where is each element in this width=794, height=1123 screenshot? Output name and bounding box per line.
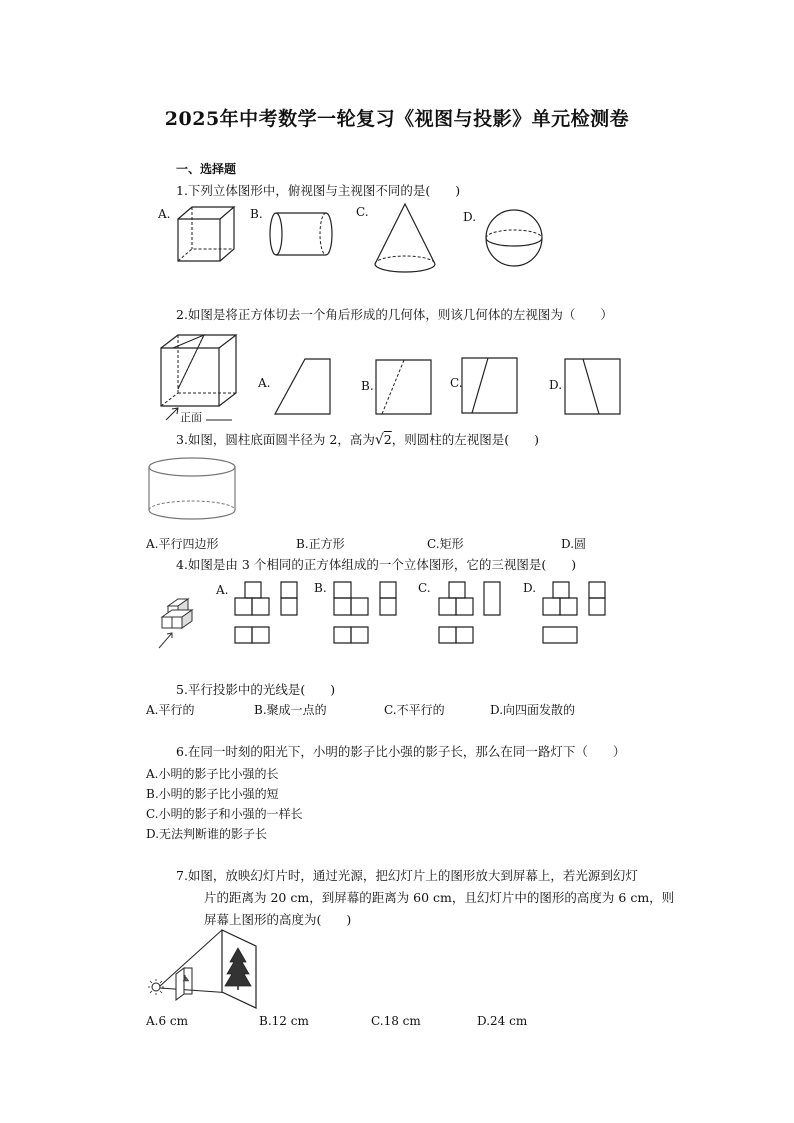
- q7-option-a: A.6 cm: [146, 1014, 189, 1028]
- q5-option-b: B.聚成一点的: [254, 703, 327, 717]
- q7-option-c: C.18 cm: [371, 1014, 421, 1028]
- q1-cube-figure: [176, 205, 238, 263]
- q1-option-b-label: B.: [250, 207, 263, 221]
- question-1-text: 1.下列立体图形中，俯视图与主视图不同的是( ): [176, 183, 461, 198]
- q4-option-d-label: D.: [523, 581, 537, 595]
- q2-option-c-figure: [460, 356, 520, 416]
- question-3-text: [176, 430, 539, 448]
- q5-option-c: C.不平行的: [384, 703, 445, 717]
- q7-projector-figure: [146, 924, 266, 1014]
- q3-radicand: 2: [383, 432, 392, 447]
- question-7-line-3: 屏幕上图形的高度为( ): [204, 912, 352, 927]
- q5-option-d: D.向四面发散的: [490, 703, 576, 717]
- q4-stacked-cubes-figure: [156, 586, 206, 650]
- q4-option-d-figure: [540, 580, 612, 646]
- q2-option-a-figure: [272, 357, 334, 417]
- q2-option-c-label: C.: [450, 376, 463, 390]
- q1-option-c-label: C.: [356, 205, 369, 219]
- q6-option-b: B.小明的影子比小强的短: [146, 787, 279, 801]
- page-title: 2025年中考数学一轮复习《视图与投影》单元检测卷: [164, 108, 630, 130]
- q7-option-d: D.24 cm: [477, 1014, 528, 1028]
- q3-cylinder-figure: [146, 455, 238, 523]
- q6-option-c: C.小明的影子和小强的一样长: [146, 807, 303, 821]
- q3-option-c: C.矩形: [427, 537, 464, 551]
- question-5-text: 5.平行投影中的光线是( ): [176, 682, 336, 697]
- q7-option-b: B.12 cm: [259, 1014, 309, 1028]
- q4-option-a-label: A.: [216, 583, 229, 597]
- question-6-text: 6.在同一时刻的阳光下，小明的影子比小强的影子长，那么在同一路灯下（ ）: [176, 744, 626, 759]
- q2-front-label: 正面: [180, 411, 202, 424]
- q3-text-part-1: 3.如图，圆柱底面圆半径为 2，高为: [176, 432, 375, 447]
- question-7-line-1: 7.如图，放映幻灯片时，通过光源，把幻灯片上的图形放大到屏幕上，若光源到幻灯: [176, 868, 638, 883]
- q4-option-b-figure: [331, 580, 401, 646]
- q2-front-underline: [206, 419, 234, 421]
- section-heading: 一、选择题: [176, 162, 237, 176]
- q3-option-b: B.正方形: [296, 537, 345, 551]
- question-7-line-2: 片的距离为 20 cm，到屏幕的距离为 60 cm，且幻灯片中的图形的高度为 6 cm，则: [204, 890, 675, 905]
- question-4-text: 4.如图是由 3 个相同的正方体组成的一个立体图形，它的三视图是( ): [176, 557, 577, 572]
- q1-sphere-figure: [484, 208, 544, 268]
- q3-option-d: D.圆: [561, 537, 587, 551]
- question-2-text: 2.如图是将正方体切去一个角后形成的几何体，则该几何体的左视图为（ ）: [176, 307, 613, 322]
- q5-option-a: A.平行的: [146, 703, 195, 717]
- q1-option-a-label: A.: [158, 207, 171, 221]
- q6-option-a: A.小明的影子比小强的长: [146, 767, 279, 781]
- q2-option-a-label: A.: [258, 376, 271, 390]
- q1-option-d-label: D.: [463, 210, 477, 224]
- q4-option-b-label: B.: [314, 581, 327, 595]
- q3-option-a: A.平行四边形: [146, 537, 219, 551]
- q3-sqrt-sign: √: [374, 432, 384, 448]
- q2-option-d-figure: [563, 357, 623, 417]
- q2-option-b-label: B.: [361, 379, 374, 393]
- q4-option-a-figure: [232, 580, 302, 646]
- q2-option-d-label: D.: [549, 378, 563, 392]
- q4-option-c-label: C.: [418, 581, 431, 595]
- q1-cylinder-figure: [268, 210, 336, 258]
- q6-option-d: D.无法判断谁的影子长: [146, 827, 268, 841]
- q1-cone-figure: [372, 202, 438, 276]
- q4-option-c-figure: [436, 580, 506, 646]
- q2-option-b-figure: [374, 358, 434, 416]
- q3-text-part-2: ，则圆柱的左视图是( ): [391, 432, 539, 447]
